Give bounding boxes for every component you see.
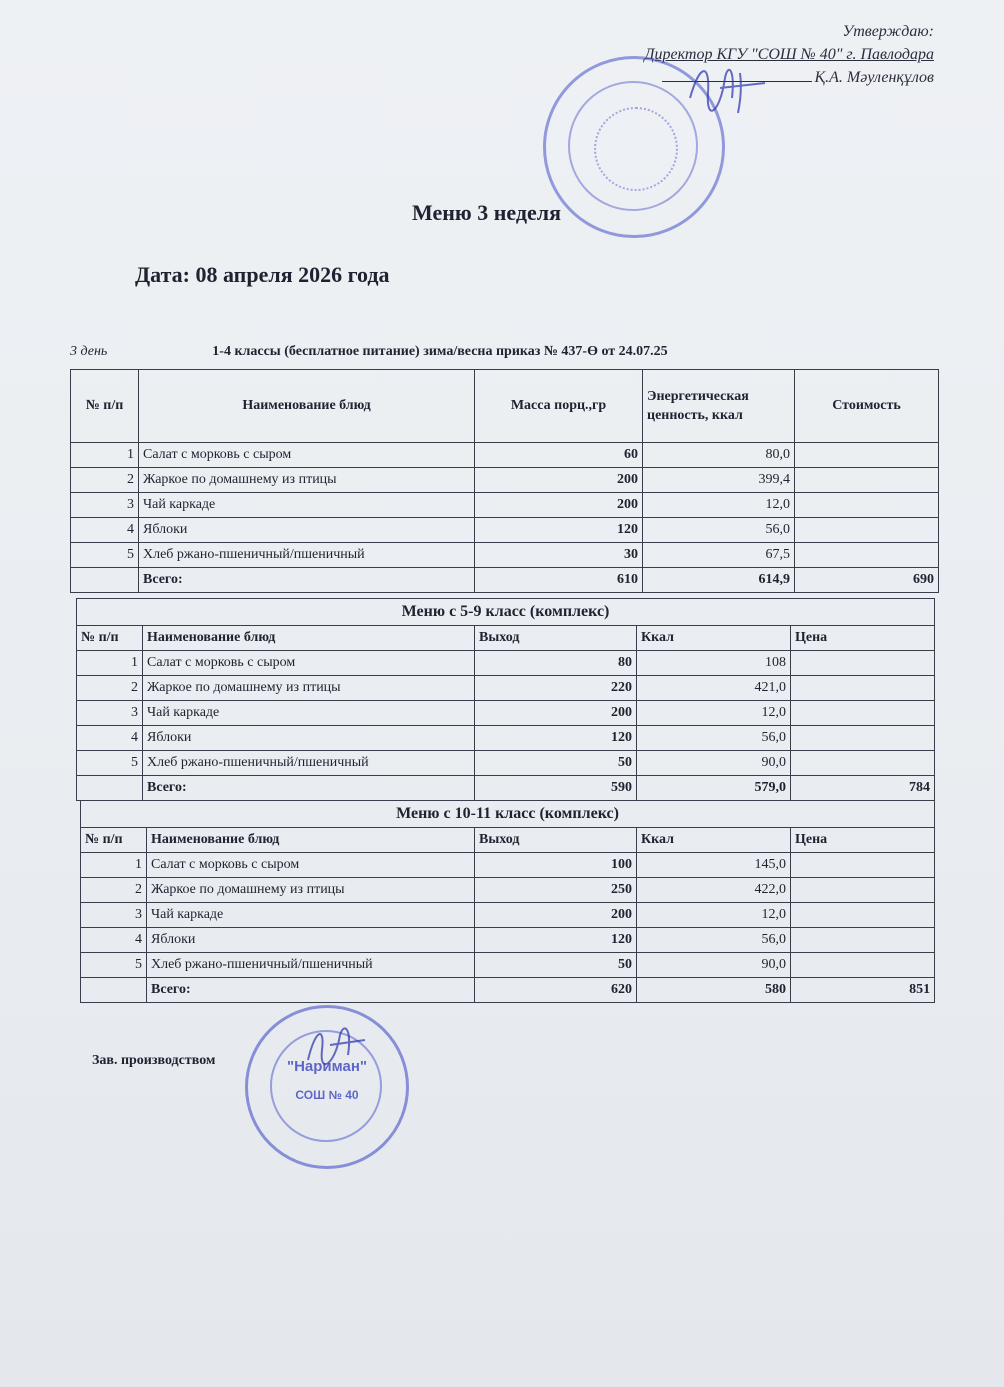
table-header-row xyxy=(71,370,939,443)
col-header-kcal: Ккал xyxy=(637,828,791,853)
dish-name: Яблоки xyxy=(143,726,475,751)
total-mass: 590 xyxy=(475,776,637,801)
row-number: 2 xyxy=(77,676,143,701)
table-row xyxy=(81,928,935,953)
section-title-row xyxy=(77,599,935,626)
dish-kcal: 80,0 xyxy=(643,443,795,468)
dish-price xyxy=(791,928,935,953)
day-subtitle: 1-4 классы (бесплатное питание) зима/весна приказ № 437-Ө от 24.07.25 xyxy=(212,344,668,359)
table-row xyxy=(71,443,939,468)
dish-name: Яблоки xyxy=(139,518,475,543)
col-header-kcal: Энергетическая ценность, ккал xyxy=(643,370,795,443)
total-row xyxy=(71,568,939,593)
row-number: 5 xyxy=(71,543,139,568)
dish-mass: 100 xyxy=(475,853,637,878)
total-kcal: 614,9 xyxy=(643,568,795,593)
total-mass: 610 xyxy=(475,568,643,593)
dish-kcal: 108 xyxy=(637,651,791,676)
dish-name: Салат с морковь с сыром xyxy=(143,651,475,676)
table-row xyxy=(71,518,939,543)
dish-price xyxy=(791,878,935,903)
dish-kcal: 56,0 xyxy=(643,518,795,543)
dish-price xyxy=(795,468,939,493)
total-price: 851 xyxy=(791,978,935,1003)
dish-kcal: 90,0 xyxy=(637,953,791,978)
dish-price xyxy=(795,543,939,568)
director-signature xyxy=(680,58,770,118)
dish-mass: 120 xyxy=(475,518,643,543)
dish-mass: 220 xyxy=(475,676,637,701)
stamp-emblem xyxy=(594,107,678,191)
approval-position: Директор КГУ "СОШ № 40" г. Павлодара xyxy=(644,46,934,63)
manager-signature xyxy=(300,1020,370,1070)
row-number: 5 xyxy=(81,953,147,978)
col-header-kcal: Ккал xyxy=(637,626,791,651)
row-number: 2 xyxy=(81,878,147,903)
dish-mass: 120 xyxy=(475,928,637,953)
row-number: 1 xyxy=(81,853,147,878)
menu-table-5-9 xyxy=(76,598,935,801)
approval-signer-name: Қ.А. Мәуленқұлов xyxy=(814,69,934,86)
dish-mass: 200 xyxy=(475,468,643,493)
row-number: 4 xyxy=(77,726,143,751)
dish-name: Яблоки xyxy=(147,928,475,953)
dish-kcal: 145,0 xyxy=(637,853,791,878)
dish-name: Жаркое по домашнему из птицы xyxy=(147,878,475,903)
total-row xyxy=(77,776,935,801)
col-header-number: № п/п xyxy=(77,626,143,651)
dish-name: Хлеб ржано-пшеничный/пшеничный xyxy=(147,953,475,978)
total-label: Всего: xyxy=(139,568,475,593)
dish-name: Жаркое по домашнему из птицы xyxy=(143,676,475,701)
row-number: 5 xyxy=(77,751,143,776)
dish-mass: 200 xyxy=(475,493,643,518)
table-row xyxy=(77,651,935,676)
table-row xyxy=(71,468,939,493)
dish-mass: 60 xyxy=(475,443,643,468)
dish-kcal: 90,0 xyxy=(637,751,791,776)
dish-mass: 250 xyxy=(475,878,637,903)
page-title: Меню 3 неделя xyxy=(412,200,562,225)
dish-kcal: 56,0 xyxy=(637,928,791,953)
dish-name: Хлеб ржано-пшеничный/пшеничный xyxy=(143,751,475,776)
dish-name: Чай каркаде xyxy=(143,701,475,726)
dish-name: Чай каркаде xyxy=(139,493,475,518)
dish-price xyxy=(795,493,939,518)
total-row xyxy=(81,978,935,1003)
section-title-row xyxy=(81,801,935,828)
footer-signatory: Зав. производством xyxy=(92,1053,216,1068)
total-price: 690 xyxy=(795,568,939,593)
table-row xyxy=(81,878,935,903)
total-kcal: 580 xyxy=(637,978,791,1003)
table-header-row xyxy=(77,626,935,651)
dish-name: Салат с морковь с сыром xyxy=(139,443,475,468)
dish-name: Чай каркаде xyxy=(147,903,475,928)
table-row xyxy=(77,701,935,726)
dish-mass: 200 xyxy=(475,903,637,928)
day-row xyxy=(70,344,668,360)
dish-kcal: 56,0 xyxy=(637,726,791,751)
table-row xyxy=(81,903,935,928)
col-header-number: № п/п xyxy=(71,370,139,443)
total-mass: 620 xyxy=(475,978,637,1003)
dish-price xyxy=(791,726,935,751)
table-row xyxy=(71,493,939,518)
col-header-price: Цена xyxy=(791,626,935,651)
section-title: Меню с 5-9 класс (комплекс) xyxy=(77,599,935,626)
menu-date: Дата: 08 апреля 2026 года xyxy=(135,262,390,287)
row-number: 1 xyxy=(71,443,139,468)
menu-table-10-11 xyxy=(80,800,935,1003)
empty-cell xyxy=(81,978,147,1003)
dish-mass: 80 xyxy=(475,651,637,676)
row-number: 3 xyxy=(81,903,147,928)
table-row xyxy=(81,953,935,978)
total-price: 784 xyxy=(791,776,935,801)
table-row xyxy=(77,726,935,751)
dish-kcal: 12,0 xyxy=(637,903,791,928)
col-header-dish: Наименование блюд xyxy=(143,626,475,651)
table-row xyxy=(71,543,939,568)
dish-kcal: 12,0 xyxy=(643,493,795,518)
row-number: 3 xyxy=(77,701,143,726)
col-header-dish: Наименование блюд xyxy=(147,828,475,853)
dish-mass: 200 xyxy=(475,701,637,726)
total-label: Всего: xyxy=(143,776,475,801)
dish-price xyxy=(791,853,935,878)
table-row xyxy=(77,676,935,701)
dish-mass: 50 xyxy=(475,751,637,776)
col-header-price: Стоимость xyxy=(795,370,939,443)
day-label: 3 день xyxy=(70,344,108,359)
table-row xyxy=(81,853,935,878)
row-number: 1 xyxy=(77,651,143,676)
col-header-dish: Наименование блюд xyxy=(139,370,475,443)
dish-mass: 120 xyxy=(475,726,637,751)
approval-heading: Утверждаю: xyxy=(842,23,934,40)
table-row xyxy=(77,751,935,776)
dish-price xyxy=(795,443,939,468)
dish-kcal: 399,4 xyxy=(643,468,795,493)
dish-price xyxy=(791,953,935,978)
total-kcal: 579,0 xyxy=(637,776,791,801)
dish-kcal: 12,0 xyxy=(637,701,791,726)
row-number: 3 xyxy=(71,493,139,518)
dish-mass: 30 xyxy=(475,543,643,568)
row-number: 4 xyxy=(71,518,139,543)
dish-mass: 50 xyxy=(475,953,637,978)
col-header-price: Цена xyxy=(791,828,935,853)
table-header-row xyxy=(81,828,935,853)
row-number: 2 xyxy=(71,468,139,493)
dish-price xyxy=(791,903,935,928)
col-header-output: Выход xyxy=(475,626,637,651)
dish-name: Салат с морковь с сыром xyxy=(147,853,475,878)
dish-name: Жаркое по домашнему из птицы xyxy=(139,468,475,493)
dish-kcal: 421,0 xyxy=(637,676,791,701)
col-header-number: № п/п xyxy=(81,828,147,853)
stamp-name: "Нариман" xyxy=(286,1058,368,1075)
dish-kcal: 422,0 xyxy=(637,878,791,903)
empty-cell xyxy=(77,776,143,801)
dish-price xyxy=(795,518,939,543)
dish-price xyxy=(791,701,935,726)
row-number: 4 xyxy=(81,928,147,953)
dish-price xyxy=(791,651,935,676)
dish-kcal: 67,5 xyxy=(643,543,795,568)
dish-price xyxy=(791,676,935,701)
stamp-school: СОШ № 40 xyxy=(295,1088,359,1102)
total-label: Всего: xyxy=(147,978,475,1003)
section-title: Меню с 10-11 класс (комплекс) xyxy=(81,801,935,828)
col-header-output: Выход xyxy=(475,828,637,853)
col-header-mass: Масса порц.,гр xyxy=(475,370,643,443)
empty-cell xyxy=(71,568,139,593)
dish-price xyxy=(791,751,935,776)
dish-name: Хлеб ржано-пшеничный/пшеничный xyxy=(139,543,475,568)
menu-table-1-4 xyxy=(70,369,939,593)
